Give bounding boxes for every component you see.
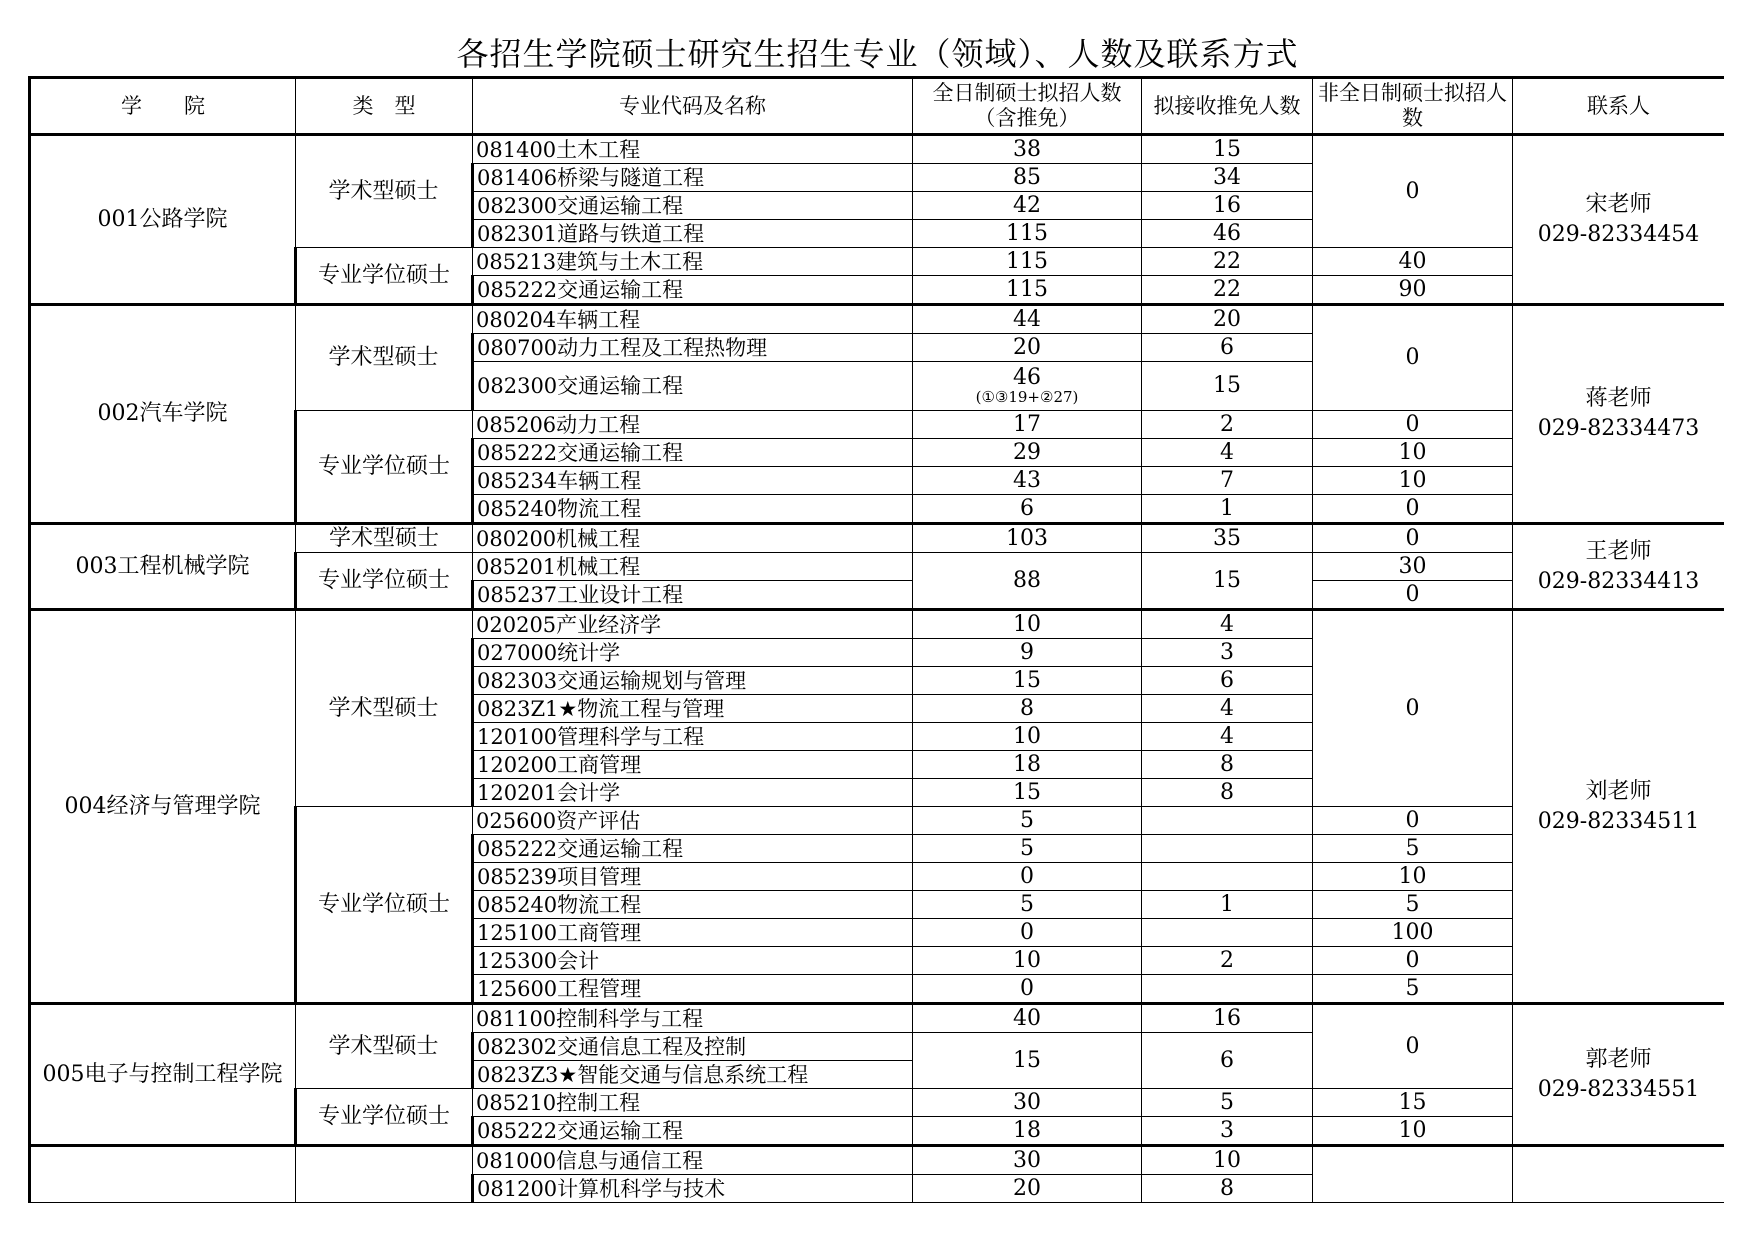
tuimian-count: 22 (1142, 248, 1313, 276)
tuimian-count (1142, 863, 1313, 891)
tuimian-count: 10 (1142, 1146, 1313, 1175)
table-row (30, 610, 1725, 639)
major-name: 085239项目管理 (473, 863, 913, 891)
fulltime-count (913, 135, 1142, 164)
major-name: 120200工商管理 (473, 751, 913, 779)
fulltime-count (913, 495, 1142, 524)
parttime-count (1313, 1146, 1513, 1203)
degree-type: 学术型硕士 (296, 524, 473, 553)
fulltime-count (913, 723, 1142, 751)
table-row (30, 135, 1725, 164)
parttime-count: 0 (1313, 524, 1513, 553)
contact-name: 王老师 (1585, 538, 1652, 564)
tuimian-count: 6 (1142, 334, 1313, 362)
degree-type: 专业学位硕士 (296, 248, 473, 305)
major-name: 085201机械工程 (473, 553, 913, 581)
fulltime-count (913, 248, 1142, 276)
parttime-count: 0 (1313, 1004, 1513, 1089)
major-name: 081200计算机科学与技术 (473, 1175, 913, 1203)
contact-phone: 029-82334511 (1537, 808, 1700, 834)
major-name: 082302交通信息工程及控制 (473, 1033, 913, 1061)
fulltime-count (913, 1089, 1142, 1117)
major-name: 085222交通运输工程 (473, 276, 913, 305)
parttime-count: 0 (1313, 495, 1513, 524)
fulltime-count (913, 276, 1142, 305)
fulltime-value: 8 (1020, 695, 1034, 721)
fulltime-value: 6 (1020, 495, 1034, 521)
major-name: 085222交通运输工程 (473, 439, 913, 467)
parttime-count: 10 (1313, 1117, 1513, 1146)
college-name (30, 1146, 296, 1203)
major-name: 085240物流工程 (473, 495, 913, 524)
tuimian-count: 3 (1142, 1117, 1313, 1146)
fulltime-value: 5 (1020, 835, 1034, 861)
fulltime-count (913, 467, 1142, 495)
tuimian-count: 1 (1142, 891, 1313, 919)
major-name: 081406桥梁与隧道工程 (473, 164, 913, 192)
fulltime-count (913, 610, 1142, 639)
fulltime-value: 85 (1013, 164, 1041, 190)
tuimian-count: 4 (1142, 723, 1313, 751)
major-name: 025600资产评估 (473, 807, 913, 835)
parttime-count: 15 (1313, 1089, 1513, 1117)
tuimian-count (1142, 807, 1313, 835)
header-contact: 联系人 (1513, 78, 1725, 135)
parttime-count: 10 (1313, 439, 1513, 467)
document-title: 各招生学院硕士研究生招生专业（领域）、人数及联系方式 (456, 35, 1299, 73)
major-name: 085206动力工程 (473, 411, 913, 439)
fulltime-value: 43 (1013, 467, 1041, 493)
degree-type: 专业学位硕士 (296, 553, 473, 610)
major-name: 085213建筑与土木工程 (473, 248, 913, 276)
header-type: 类 型 (296, 78, 473, 135)
tuimian-count: 8 (1142, 779, 1313, 807)
tuimian-count: 15 (1142, 553, 1313, 610)
college-name: 002汽车学院 (30, 305, 296, 524)
fulltime-count (913, 1117, 1142, 1146)
table-header-row (30, 78, 1725, 135)
fulltime-count (913, 220, 1142, 248)
tuimian-count: 4 (1142, 695, 1313, 723)
college-name: 005电子与控制工程学院 (30, 1004, 296, 1146)
major-name: 081100控制科学与工程 (473, 1004, 913, 1033)
parttime-count: 5 (1313, 835, 1513, 863)
tuimian-count: 8 (1142, 751, 1313, 779)
degree-type: 专业学位硕士 (296, 411, 473, 524)
enrollment-table-container (28, 76, 1724, 1228)
fulltime-value: 9 (1020, 639, 1034, 665)
tuimian-count: 3 (1142, 639, 1313, 667)
parttime-count: 0 (1313, 135, 1513, 248)
fulltime-count (913, 975, 1142, 1004)
table-row (30, 1004, 1725, 1033)
major-name: 085237工业设计工程 (473, 581, 913, 610)
tuimian-count: 16 (1142, 1004, 1313, 1033)
fulltime-count (913, 362, 1142, 411)
major-name: 080700动力工程及工程热物理 (473, 334, 913, 362)
fulltime-value: 15 (1013, 779, 1041, 805)
tuimian-count: 20 (1142, 305, 1313, 334)
degree-type: 学术型硕士 (296, 305, 473, 411)
tuimian-count: 6 (1142, 1033, 1313, 1089)
header-college: 学 院 (30, 78, 296, 135)
major-name: 125600工程管理 (473, 975, 913, 1004)
table-row (30, 1146, 1725, 1175)
parttime-count: 0 (1313, 610, 1513, 807)
fulltime-value: 20 (1013, 334, 1041, 360)
tuimian-count: 4 (1142, 610, 1313, 639)
major-name: 082301道路与铁道工程 (473, 220, 913, 248)
fulltime-value: 10 (1013, 611, 1041, 637)
major-name: 082303交通运输规划与管理 (473, 667, 913, 695)
contact-cell (1513, 305, 1725, 524)
contact-phone: 029-82334454 (1537, 221, 1700, 247)
fulltime-count (913, 891, 1142, 919)
fulltime-count (913, 1004, 1142, 1033)
fulltime-count (913, 695, 1142, 723)
parttime-count: 0 (1313, 807, 1513, 835)
tuimian-count: 16 (1142, 192, 1313, 220)
parttime-count: 0 (1313, 947, 1513, 975)
contact-phone: 029-82334551 (1537, 1076, 1700, 1102)
major-name: 120100管理科学与工程 (473, 723, 913, 751)
tuimian-count: 34 (1142, 164, 1313, 192)
major-name: 085210控制工程 (473, 1089, 913, 1117)
fulltime-value: 10 (1013, 723, 1041, 749)
fulltime-count (913, 1146, 1142, 1175)
fulltime-count (913, 334, 1142, 362)
contact-phone: 029-82334473 (1537, 416, 1700, 441)
tuimian-count (1142, 975, 1313, 1004)
parttime-count: 5 (1313, 975, 1513, 1004)
fulltime-value: 18 (1013, 1117, 1041, 1143)
tuimian-count: 1 (1142, 495, 1313, 524)
major-name: 085240物流工程 (473, 891, 913, 919)
contact-cell (1513, 1146, 1725, 1203)
degree-type: 学术型硕士 (296, 135, 473, 248)
contact-name: 刘老师 (1585, 778, 1652, 804)
fulltime-value: 30 (1013, 1089, 1041, 1115)
tuimian-count: 5 (1142, 1089, 1313, 1117)
fulltime-count (913, 305, 1142, 334)
fulltime-value: 42 (1013, 192, 1041, 218)
contact-name: 宋老师 (1585, 191, 1652, 217)
fulltime-value: 17 (1013, 411, 1041, 437)
contact-phone: 029-82334413 (1537, 568, 1700, 594)
tuimian-count: 6 (1142, 667, 1313, 695)
fulltime-count (913, 639, 1142, 667)
tuimian-count: 22 (1142, 276, 1313, 305)
tuimian-count (1142, 835, 1313, 863)
college-name: 003工程机械学院 (30, 524, 296, 610)
header-tuimian: 拟接收推免人数 (1142, 78, 1313, 135)
fulltime-value: 5 (1020, 807, 1034, 833)
parttime-count: 0 (1313, 581, 1513, 610)
major-name: 120201会计学 (473, 779, 913, 807)
fulltime-value: 18 (1013, 751, 1041, 777)
header-major: 专业代码及名称 (473, 78, 913, 135)
parttime-count: 10 (1313, 863, 1513, 891)
fulltime-count (913, 192, 1142, 220)
major-name: 081400土木工程 (473, 135, 913, 164)
enrollment-table (28, 76, 1724, 1203)
fulltime-value: 38 (1013, 136, 1041, 162)
fulltime-count (913, 947, 1142, 975)
table-row (30, 305, 1725, 334)
tuimian-count: 35 (1142, 524, 1313, 553)
contact-cell (1513, 135, 1725, 305)
fulltime-value: 0 (1020, 919, 1034, 945)
header-fulltime: 全日制硕士拟招人数（含推免） (913, 78, 1142, 135)
parttime-count: 40 (1313, 248, 1513, 276)
major-name: 020205产业经济学 (473, 610, 913, 639)
college-name: 001公路学院 (30, 135, 296, 305)
tuimian-count: 7 (1142, 467, 1313, 495)
fulltime-value: 0 (1020, 975, 1034, 1001)
major-name: 0823Z3★智能交通与信息系统工程 (473, 1061, 913, 1089)
table-row (30, 524, 1725, 553)
tuimian-count: 4 (1142, 439, 1313, 467)
fulltime-value: 40 (1013, 1005, 1041, 1031)
degree-type: 专业学位硕士 (296, 1089, 473, 1146)
tuimian-count: 46 (1142, 220, 1313, 248)
fulltime-value: 20 (1013, 1175, 1041, 1201)
degree-type (296, 1146, 473, 1203)
major-name: 125100工商管理 (473, 919, 913, 947)
fulltime-count (913, 164, 1142, 192)
fulltime-value: 0 (1020, 863, 1034, 889)
contact-cell (1513, 610, 1725, 1004)
fulltime-value: 103 (1006, 525, 1048, 551)
degree-type: 学术型硕士 (296, 1004, 473, 1089)
major-name: 081000信息与通信工程 (473, 1146, 913, 1175)
contact-cell (1513, 524, 1725, 610)
parttime-count: 90 (1313, 276, 1513, 305)
contact-name: 郭老师 (1585, 1046, 1652, 1072)
parttime-count: 10 (1313, 467, 1513, 495)
college-name: 004经济与管理学院 (30, 610, 296, 1004)
fulltime-note: (①③19+②27) (975, 388, 1079, 406)
table-body (30, 135, 1725, 1203)
major-name: 0823Z1★物流工程与管理 (473, 695, 913, 723)
major-name: 082300交通运输工程 (473, 192, 913, 220)
header-parttime: 非全日制硕士拟招人数 (1313, 78, 1513, 135)
fulltime-count (913, 863, 1142, 891)
major-name: 082300交通运输工程 (473, 362, 913, 411)
parttime-count: 100 (1313, 919, 1513, 947)
fulltime-count: 15 (913, 1033, 1142, 1089)
parttime-count: 0 (1313, 411, 1513, 439)
major-name: 027000统计学 (473, 639, 913, 667)
fulltime-count (913, 919, 1142, 947)
fulltime-value: 115 (1006, 276, 1048, 302)
fulltime-value: 5 (1020, 891, 1034, 917)
fulltime-value: 46 (1013, 365, 1041, 390)
fulltime-count: 88 (913, 553, 1142, 610)
major-name: 085234车辆工程 (473, 467, 913, 495)
major-name: 080204车辆工程 (473, 305, 913, 334)
fulltime-count (913, 524, 1142, 553)
fulltime-value: 30 (1013, 1147, 1041, 1173)
tuimian-count: 8 (1142, 1175, 1313, 1203)
contact-name: 蒋老师 (1585, 386, 1652, 411)
fulltime-count (913, 439, 1142, 467)
tuimian-count: 15 (1142, 135, 1313, 164)
fulltime-value: 15 (1013, 667, 1041, 693)
major-name: 125300会计 (473, 947, 913, 975)
major-name: 085222交通运输工程 (473, 835, 913, 863)
major-name: 080200机械工程 (473, 524, 913, 553)
fulltime-value: 44 (1013, 306, 1041, 332)
major-name: 085222交通运输工程 (473, 1117, 913, 1146)
fulltime-count (913, 807, 1142, 835)
parttime-count: 0 (1313, 305, 1513, 411)
tuimian-count: 15 (1142, 362, 1313, 411)
contact-cell (1513, 1004, 1725, 1146)
fulltime-count (913, 1175, 1142, 1203)
fulltime-count (913, 667, 1142, 695)
fulltime-value: 115 (1006, 248, 1048, 274)
tuimian-count: 2 (1142, 411, 1313, 439)
parttime-count: 30 (1313, 553, 1513, 581)
fulltime-value: 10 (1013, 947, 1041, 973)
fulltime-count (913, 411, 1142, 439)
tuimian-count: 2 (1142, 947, 1313, 975)
fulltime-count (913, 835, 1142, 863)
fulltime-value: 29 (1013, 439, 1041, 465)
fulltime-count (913, 779, 1142, 807)
fulltime-value: 115 (1006, 220, 1048, 246)
fulltime-count (913, 751, 1142, 779)
parttime-count: 5 (1313, 891, 1513, 919)
degree-type: 专业学位硕士 (296, 807, 473, 1004)
degree-type: 学术型硕士 (296, 610, 473, 807)
tuimian-count (1142, 919, 1313, 947)
